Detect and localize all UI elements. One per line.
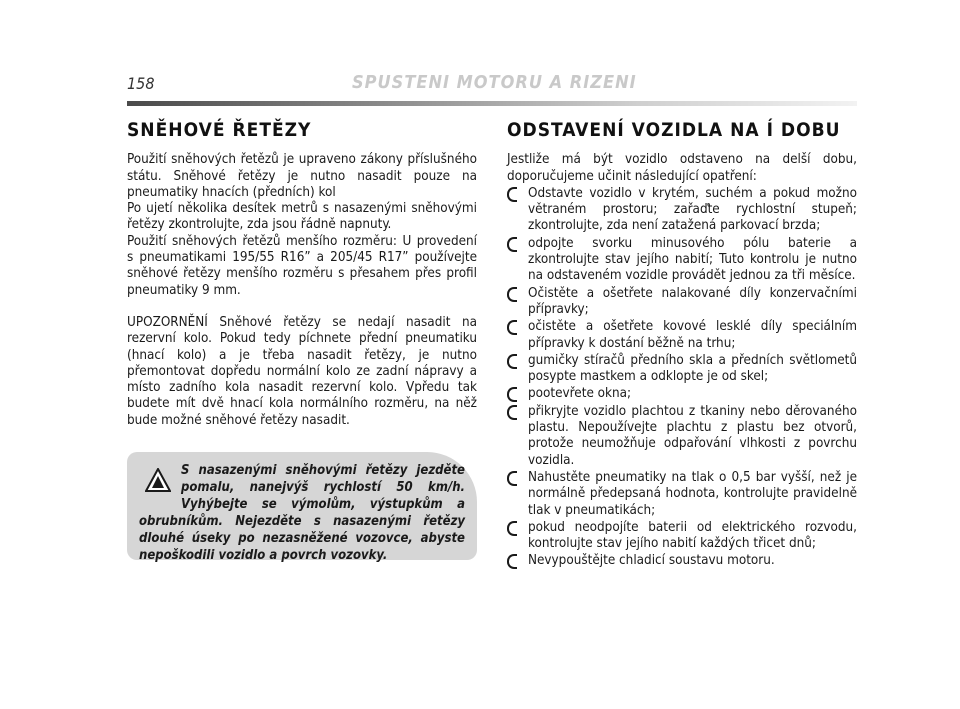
section-heading-snow-chains: SNĚHOVÉ ŘETĚZY xyxy=(127,119,312,141)
bullet-icon xyxy=(507,287,517,302)
bullet-icon xyxy=(507,554,517,569)
paragraph: Použití sněhových řetězů menšího rozměru: U provedení s pneumatikami 195/55 R16” a 205/45 R17” používejte sněhové řetězy menšího rozměru s přesahem přes profil pneumatiky 9 mm. xyxy=(127,233,477,298)
page-title: SPUSTENI MOTORU A RIZENI xyxy=(352,72,637,93)
storage-list xyxy=(507,186,857,570)
bullet-icon xyxy=(507,187,517,202)
header-rule xyxy=(127,101,857,106)
warning-box xyxy=(127,452,477,563)
list-item: pokud neodpojíte baterii od elektrického rozvodu, kontrolujte stav jejího nabití každých třicet dnů; xyxy=(507,520,857,553)
bullet-icon xyxy=(507,471,517,486)
list-item: odpojte svorku minusového pólu baterie a zkontrolujte stav jejího nabití; Tuto kontrolu je nutno na odstaveném vozidle provádět jednou za tři měsíce. xyxy=(507,236,857,285)
warning-text-container xyxy=(139,462,465,564)
list-item: Odstavte vozidlo v krytém, suchém a pokud možno větraném prostoru; zařaďte rychlostní stupeň; zkontrolujte, zda není zatažená parkovací brzda; xyxy=(507,186,857,235)
list-item: Nevypouštějte chladicí soustavu motoru. xyxy=(507,553,857,569)
bullet-icon xyxy=(507,354,517,369)
paragraph: Použití sněhových řetězů je upraveno zákony příslušného státu. Sněhové řetězy je nutno nasadit pouze na pneumatiky hnacích (předních) kol xyxy=(127,152,477,200)
bullet-icon xyxy=(507,521,517,536)
page-number: 158 xyxy=(127,74,155,93)
list-item: Očistěte a ošetřete nalakované díly konzervačními přípravky; xyxy=(507,286,857,319)
list-item: očistěte a ošetřete kovové lesklé díly speciálním přípravky k dostání běžně na trhu; xyxy=(507,319,857,352)
section-heading-storage: ODSTAVENÍ VOZIDLA NA Í DOBU xyxy=(507,119,841,141)
list-item: gumičky stíračů předního skla a předních světlometů posypte mastkem a odklopte je od skel; xyxy=(507,353,857,386)
list-item: přikryjte vozidlo plachtou z tkaniny nebo děrovaného plastu. Nepoužívejte plachtu z plastu bez otvorů, protože neumožňuje odpařování vlhkosti z povrchu vozidla. xyxy=(507,404,857,469)
bullet-icon xyxy=(507,387,517,402)
bullet-icon xyxy=(507,320,517,335)
paragraph-warning-note: UPOZORNĚNÍ Sněhové řetězy se nedají nasadit na rezervní kolo. Pokud tedy píchnete přední pneumatiku (hnací kolo) a je třeba nasadit řetězy, je nutno přemontovat dopředu normální kolo ze zadní nápravy a místo zadního kola nasadit rezervní kolo. Vpředu tak budete mít dvě hnací kola normálního rozměru, na něž bude možné sněhové řetězy nasadit. xyxy=(127,314,477,428)
list-item: pootevřete okna; xyxy=(507,386,857,402)
page-header xyxy=(127,70,857,110)
left-column xyxy=(127,119,477,429)
paragraph-intro: Jestliže má být vozidlo odstaveno na delší dobu, doporučujeme učinit následující opatření: xyxy=(507,152,857,184)
paragraph: Po ujetí několika desítek metrů s nasazenými sněhovými řetězy zkontrolujte, zda jsou řádně napnuty. xyxy=(127,201,477,233)
bullet-icon xyxy=(507,405,517,420)
warning-text: S nasazenými sněhovými řetězy jezděte pomalu, nanejvýš rychlostí 50 km/h. Vyhýbejte se výmolům, výstupkům a obrubníkům. Nejezděte s nasazenými řetězy dlouhé úseky po nezasněžené vozovce, abyste nepoškodili vozidlo a povrch vozovky. xyxy=(139,463,465,563)
list-item: Nahustěte pneumatiky na tlak o 0,5 bar vyšší, než je normálně předepsaná hodnota, kontrolujte pravidelně tlak v pneumatikách; xyxy=(507,470,857,519)
right-column xyxy=(507,119,857,571)
bullet-icon xyxy=(507,237,517,252)
